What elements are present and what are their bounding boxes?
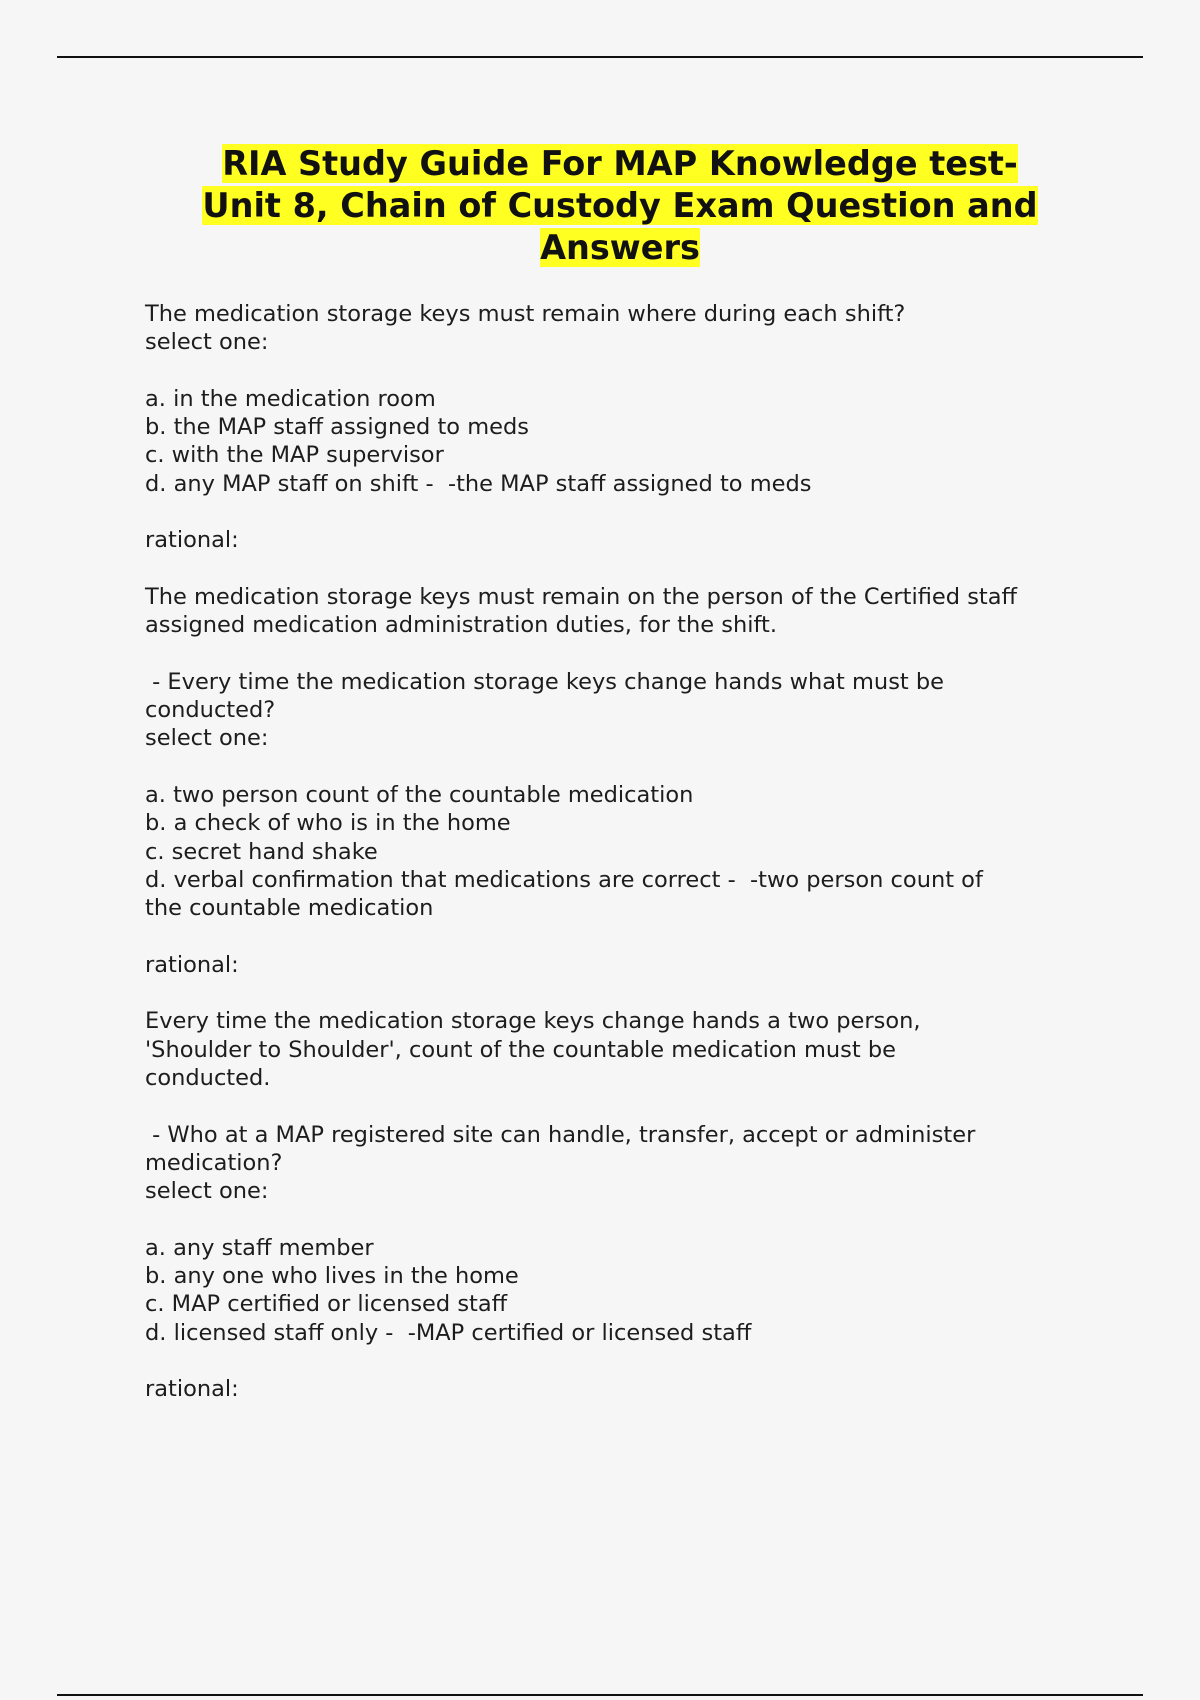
document-title (140, 143, 1100, 269)
text-line: 'Shoulder to Shoulder', count of the countable medication must be (145, 1036, 897, 1063)
blank-line (145, 923, 1095, 951)
blank-line (145, 498, 1095, 526)
blank-line (145, 753, 1095, 781)
bottom-rule (57, 1694, 1143, 1696)
blank-line (145, 357, 1095, 385)
text-line: c. with the MAP supervisor (145, 442, 444, 469)
text-line: the countable medication (145, 895, 434, 922)
text-line: conducted. (145, 1065, 271, 1092)
text-line: assigned medication administration duties, for the shift. (145, 612, 777, 639)
document-body (145, 300, 1095, 1404)
blank-line (145, 640, 1095, 668)
text-line: Every time the medication storage keys change hands a two person, (145, 1008, 921, 1035)
text-line: - Every time the medication storage keys change hands what must be (145, 668, 945, 695)
text-line: b. a check of who is in the home (145, 810, 511, 837)
blank-line (145, 555, 1095, 583)
text-line: select one: (145, 329, 269, 356)
text-line: d. licensed staff only - -MAP certified or licensed staff (145, 1319, 752, 1346)
blank-line (145, 1347, 1095, 1375)
top-rule (57, 56, 1143, 58)
blank-line (145, 1092, 1095, 1120)
title-line-3: Answers (540, 228, 700, 267)
text-line: The medication storage keys must remain on the person of the Certified staff (145, 583, 1018, 610)
text-line: conducted? (145, 697, 276, 724)
text-line: c. MAP certified or licensed staff (145, 1291, 508, 1318)
text-line: a. any staff member (145, 1234, 374, 1261)
text-line: d. any MAP staff on shift - -the MAP staff assigned to meds (145, 470, 812, 497)
text-line: c. secret hand shake (145, 838, 378, 865)
text-line: d. verbal confirmation that medications are correct - -two person count of (145, 866, 983, 893)
title-line-1: RIA Study Guide For MAP Knowledge test- (222, 144, 1018, 183)
text-line: select one: (145, 1178, 269, 1205)
text-line: a. two person count of the countable medication (145, 782, 694, 809)
text-line: b. the MAP staff assigned to meds (145, 414, 529, 441)
title-line-2: Unit 8, Chain of Custody Exam Question and (202, 186, 1038, 225)
text-line: The medication storage keys must remain where during each shift? (145, 301, 906, 327)
text-line: medication? (145, 1149, 283, 1176)
text-line: rational: (145, 527, 239, 554)
text-line: rational: (145, 951, 239, 978)
blank-line (145, 1206, 1095, 1234)
text-line: - Who at a MAP registered site can handle, transfer, accept or administer (145, 1121, 976, 1148)
text-line: select one: (145, 725, 269, 752)
text-line: b. any one who lives in the home (145, 1263, 519, 1290)
text-line: rational: (145, 1376, 239, 1403)
text-line: a. in the medication room (145, 385, 436, 412)
blank-line (145, 979, 1095, 1007)
